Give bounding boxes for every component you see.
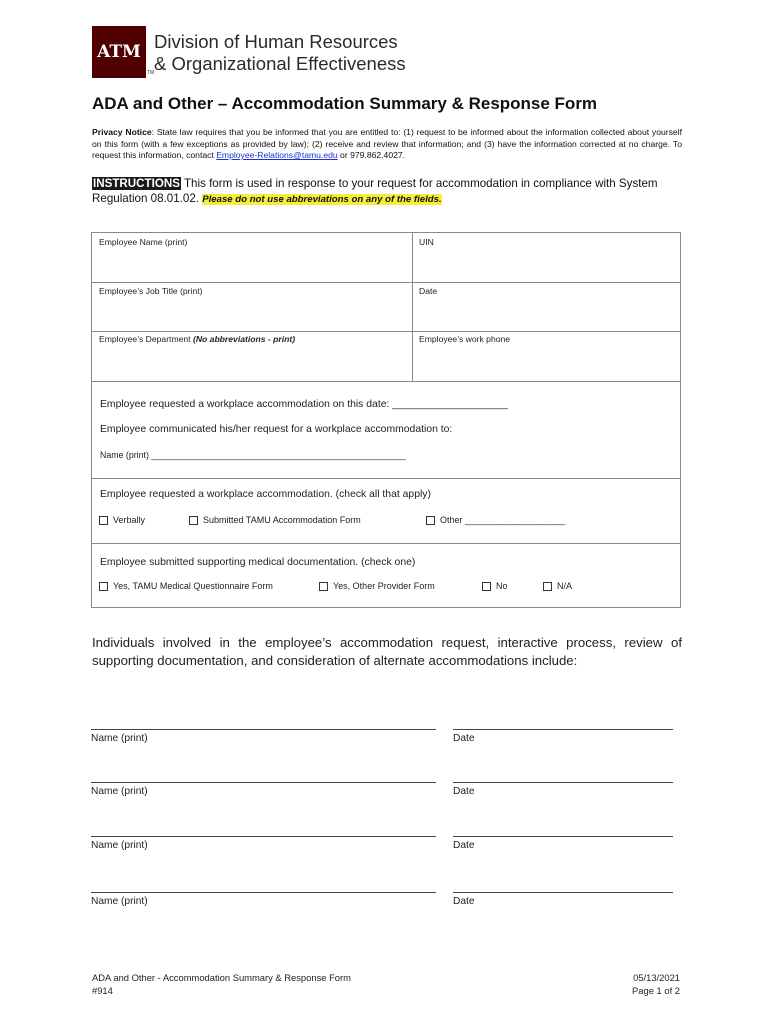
footer-page-number: Page 1 of 2 [632,984,680,996]
individuals-statement: Individuals involved in the employee’s accommodation request, interactive process, review of supporting documentation, and consideration of alternate accommodations include: [92,635,682,668]
instructions [92,176,682,207]
tamu-questionnaire-checkbox[interactable] [99,581,273,591]
date-label: Date [453,840,475,851]
footer-revision-date: 05/13/2021 [633,972,680,983]
name-label: Name (print) [91,840,148,851]
date-label: Date [453,786,475,797]
tamu-form-checkbox[interactable] [189,515,361,525]
checkbox-icon [543,582,552,591]
name-signature-line[interactable] [91,782,436,783]
row-divider [92,331,680,332]
name-signature-line[interactable] [91,729,436,730]
checkbox-icon [426,516,435,525]
communicated-to-text: Employee communicated his/her request for a workplace accommodation to: [100,424,453,435]
name-signature-line[interactable] [91,892,436,893]
header-logo-block [92,26,422,80]
employee-name-field[interactable]: Employee Name (print) [99,237,188,247]
privacy-notice [92,127,682,162]
name-label: Name (print) [91,733,148,744]
date-signature-line[interactable] [453,782,673,783]
department-label: Employee’s Department [99,334,193,344]
logo-trademark: TM [147,70,155,76]
employee-form-table [91,232,681,608]
division-line-1: Division of Human Resources [154,31,398,52]
checkbox-label: Submitted TAMU Accommodation Form [203,515,361,525]
checkbox-icon [99,516,108,525]
division-line-2: & Organizational Effectiveness [154,53,406,74]
verbally-checkbox[interactable] [99,515,145,525]
date-label: Date [453,896,475,907]
row-divider [92,282,680,283]
job-title-field[interactable]: Employee’s Job Title (print) [99,286,203,296]
footer-right [632,972,680,997]
checkbox-label: N/A [557,581,573,591]
checkbox-label: Yes, TAMU Medical Questionnaire Form [113,581,273,591]
work-phone-field[interactable]: Employee’s work phone [419,334,511,344]
date-label: Date [453,733,475,744]
privacy-text: : State law requires that you be informed that you are entitled to: (1) request to be informed about the information collected about yourself on this form (with a few exceptions as provided by law); (2) receive and review that information; and (3) have the information corrected at no charge. To request this information, contact [92,127,682,161]
medical-heading: Employee submitted supporting medical documentation. (check one) [100,557,416,568]
row-divider [92,543,680,544]
request-date-line[interactable]: Employee requested a workplace accommodation on this date: ____________________ [100,399,508,410]
date-signature-line[interactable] [453,892,673,893]
checkbox-icon [189,516,198,525]
checkbox-label: Other ____________________ [440,515,566,525]
row-divider [92,381,680,382]
uin-field[interactable]: UIN [419,237,434,247]
name-signature-line[interactable] [91,836,436,837]
checkbox-icon [99,582,108,591]
atm-logo [92,26,146,78]
date-field[interactable]: Date [419,286,438,296]
name-label: Name (print) [91,786,148,797]
other-provider-checkbox[interactable] [319,581,435,591]
logo-letters: ATM [97,41,141,62]
recipient-name-line[interactable]: Name (print) ____________________________________________________ [100,450,406,460]
footer-left [92,972,351,997]
date-signature-line[interactable] [453,729,673,730]
instructions-text: This form is used in response to your request for accommodation in compliance with System Regulation 08.01.02. [92,177,658,205]
footer-form-name: ADA and Other - Accommodation Summary & Response Form [92,972,351,983]
method-heading: Employee requested a workplace accommodation. (check all that apply) [100,489,431,500]
other-checkbox[interactable] [426,515,565,525]
checkbox-icon [319,582,328,591]
checkbox-label: No [496,581,508,591]
footer-form-number: #914 [92,984,113,996]
form-title: ADA and Other – Accommodation Summary & Response Form [92,94,598,113]
division-name [154,31,406,75]
no-checkbox[interactable] [482,581,508,591]
department-field[interactable] [99,334,295,344]
privacy-phone: or 979.862.4027. [337,150,406,161]
date-signature-line[interactable] [453,836,673,837]
column-divider [412,233,413,381]
employee-relations-email-link[interactable]: Employee-Relations@tamu.edu [216,150,338,161]
department-note: (No abbreviations - print) [192,334,296,344]
instructions-note: Please do not use abbreviations on any of the fields. [202,194,442,205]
name-label: Name (print) [91,896,148,907]
instructions-tag: INSTRUCTIONS [93,177,180,190]
privacy-label: Privacy Notice [92,127,152,137]
checkbox-label: Yes, Other Provider Form [333,581,435,591]
checkbox-label: Verbally [113,515,146,525]
row-divider [92,478,680,479]
na-checkbox[interactable] [543,581,572,591]
checkbox-icon [482,582,491,591]
